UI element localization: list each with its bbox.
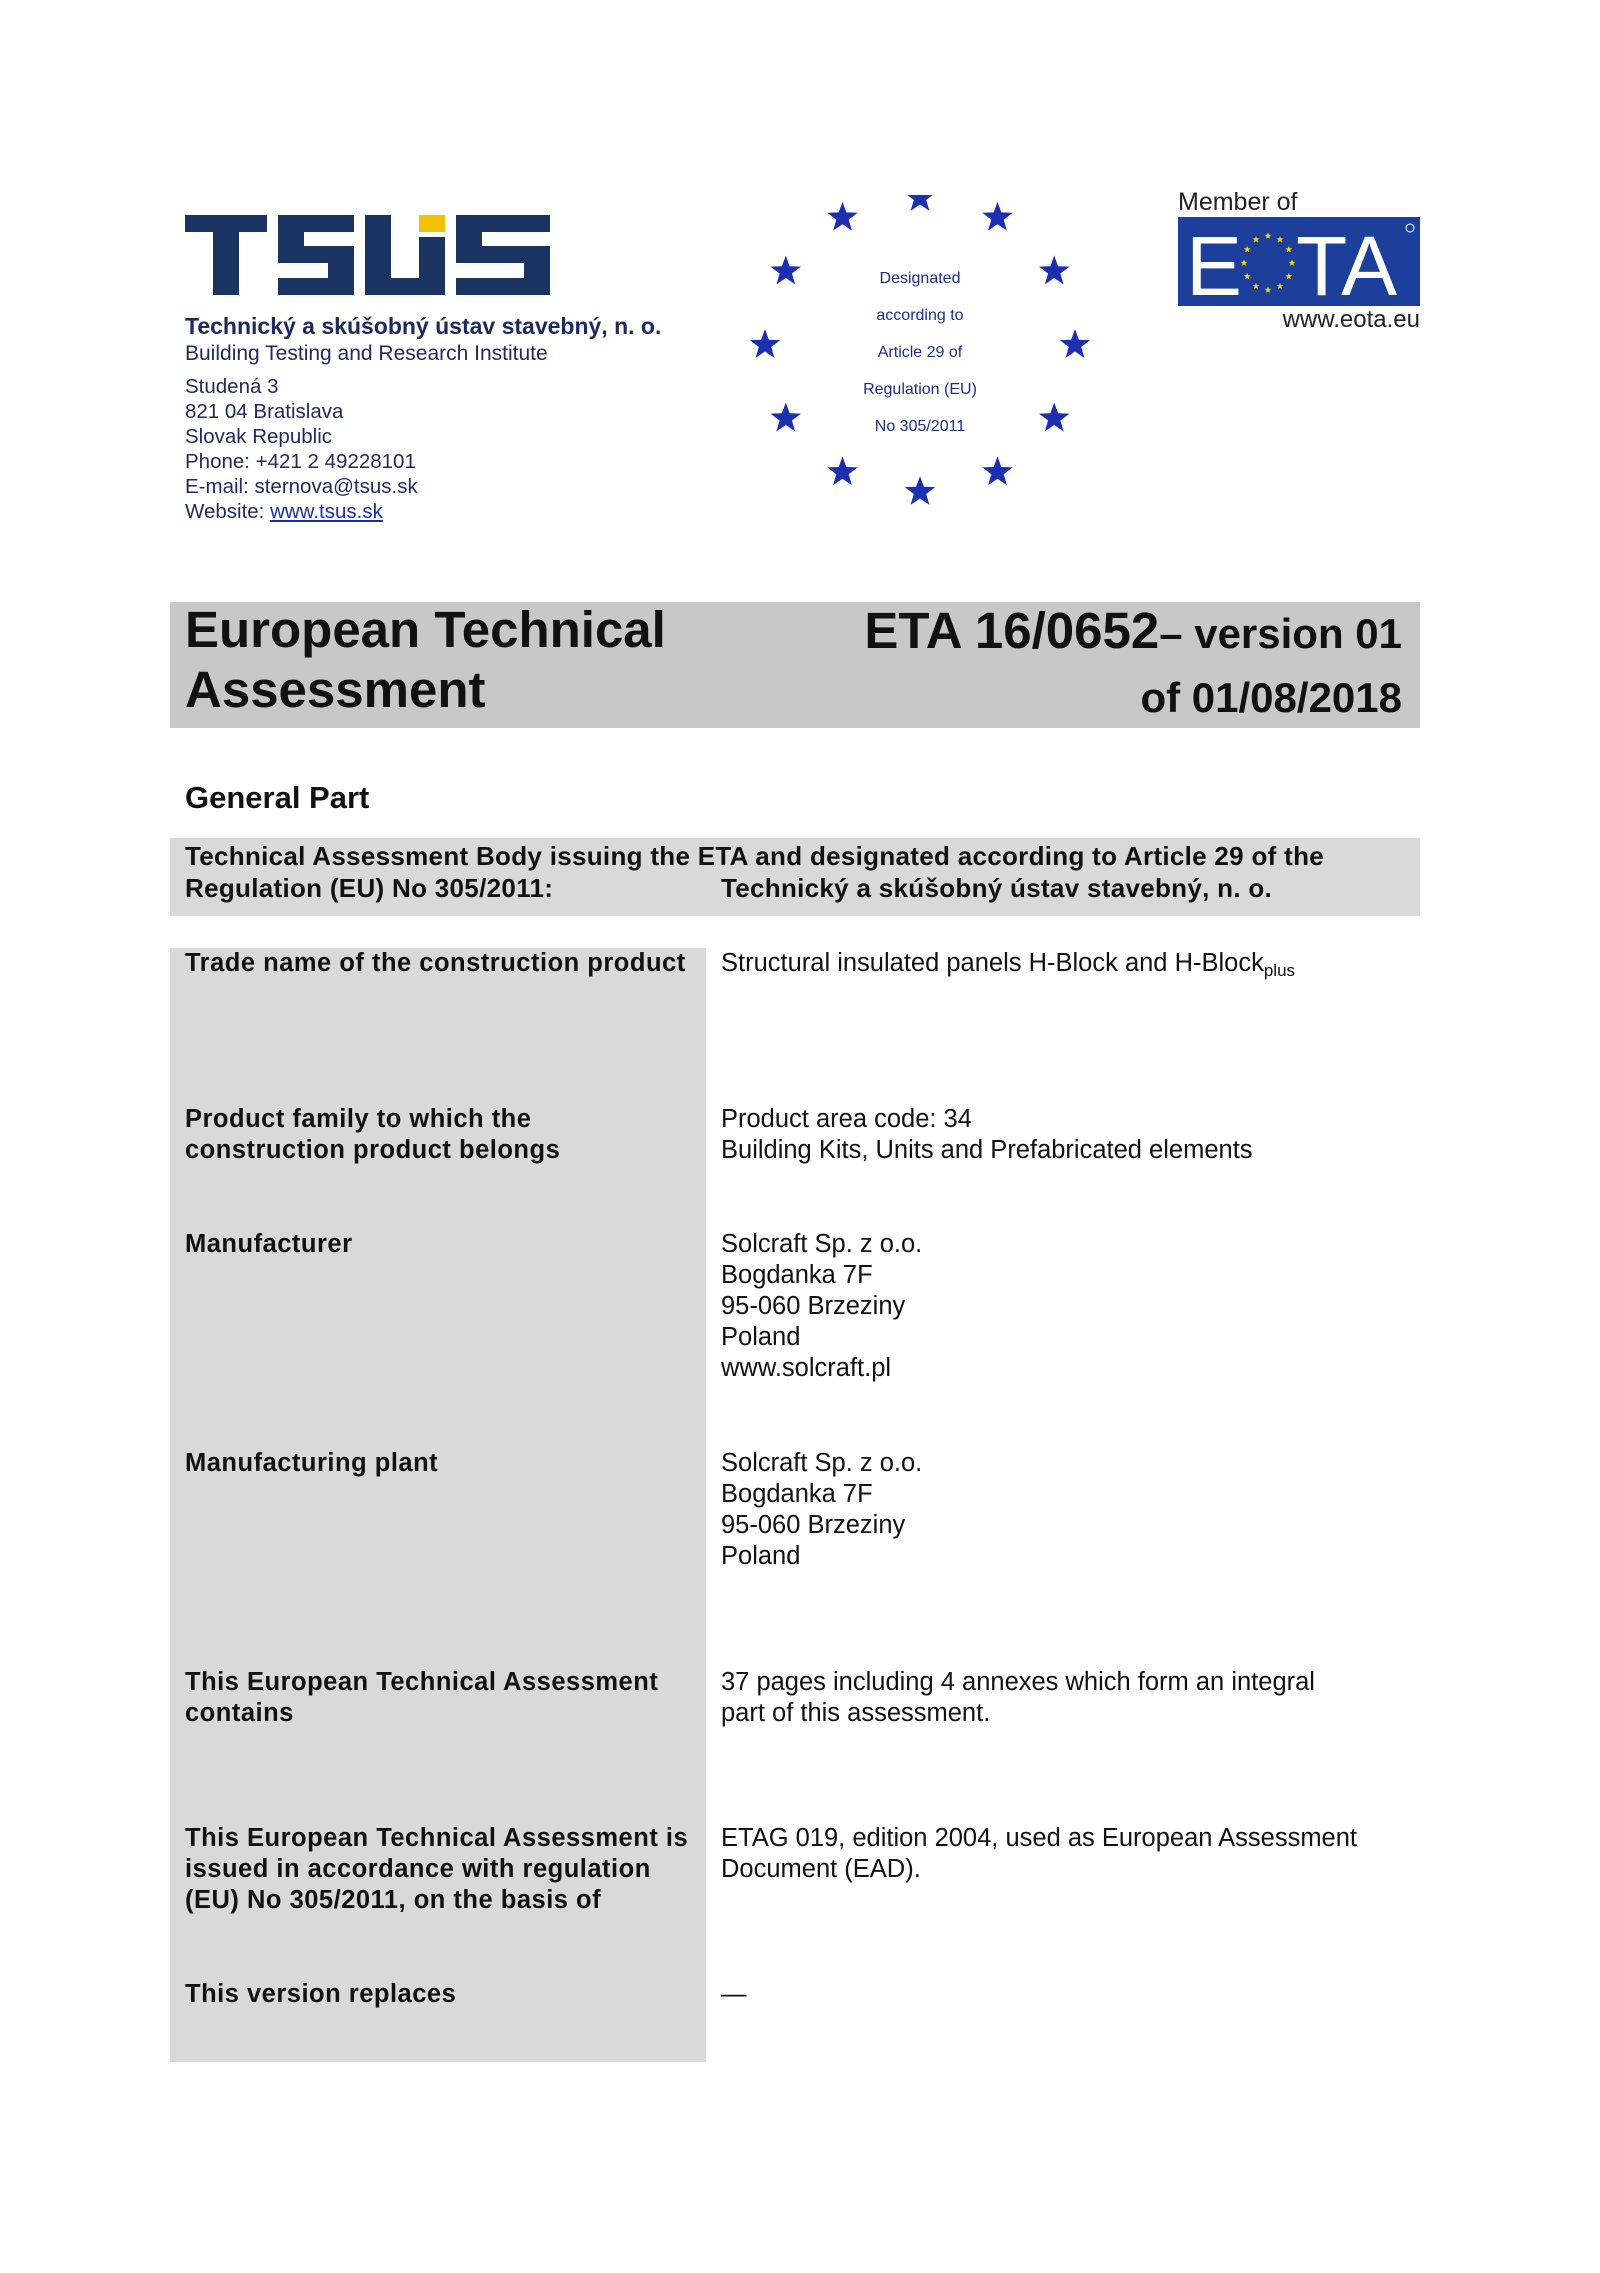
eta-reference — [864, 604, 1402, 725]
row-value-product-family — [721, 1104, 1411, 1166]
eu-star-icon — [982, 202, 1012, 231]
row-value-trade-name — [721, 948, 1411, 986]
row-value-contains — [721, 1667, 1411, 1729]
eota-website: www.eota.eu — [1282, 306, 1420, 333]
trade-name-text: Structural insulated panels H-Block and H-Block — [721, 949, 1264, 977]
value-line: Poland — [721, 1542, 801, 1570]
value-line: Solcraft Sp. z o.o. — [721, 1449, 923, 1477]
institute-name-english: Building Testing and Research Institute — [185, 342, 548, 365]
designated-stars-emblem — [740, 195, 1100, 525]
row-label-product-family: Product family to which the construction product belongs — [185, 1105, 561, 1164]
eota-letter-e: E — [1186, 219, 1243, 306]
member-of-label: Member of — [1178, 188, 1298, 216]
tab-value: Technický a skúšobný ústav stavebný, n. o. — [721, 873, 1273, 903]
value-line: Bogdanka 7F — [721, 1261, 873, 1289]
eu-star-icon — [905, 476, 935, 505]
address-line: Studená 3 — [185, 375, 279, 398]
designated-text: Regulation (EU) — [863, 381, 977, 398]
eu-star-icon — [827, 456, 857, 485]
eu-star-icon — [982, 456, 1012, 485]
tab-label-line-1: Technical Assessment Body issuing the ETA and designated according to Article 29 of the — [185, 841, 1325, 871]
eta-date: of 01/08/2018 — [1140, 674, 1402, 721]
row-label-trade-name: Trade name of the construction product — [185, 949, 686, 977]
value-line: Solcraft Sp. z o.o. — [721, 1230, 923, 1258]
title-line-2: Assessment — [185, 661, 486, 718]
eota-logo — [1178, 217, 1420, 306]
row-value-manufacturing-plant — [721, 1448, 1411, 1572]
value-line: Product area code: 34 — [721, 1105, 972, 1133]
eta-number: ETA 16/0652 — [864, 602, 1160, 659]
row-value-issued-basis — [721, 1823, 1411, 1885]
title-line-1: European Technical — [185, 601, 666, 658]
section-heading: General Part — [185, 780, 370, 815]
row-value-manufacturer — [721, 1229, 1411, 1384]
row-label-replaces: This version replaces — [185, 1980, 457, 2008]
institute-name: Technický a skúšobný ústav stavebný, n. o. — [185, 313, 662, 339]
designated-text: Article 29 of — [877, 344, 963, 361]
eu-star-icon — [827, 202, 857, 231]
value-line: ETAG 019, edition 2004, used as European Assessment — [721, 1824, 1358, 1852]
row-label-manufacturer: Manufacturer — [185, 1230, 353, 1258]
value-line: Poland — [721, 1323, 801, 1351]
tsus-logo — [185, 215, 550, 295]
value-line: Building Kits, Units and Prefabricated elements — [721, 1136, 1253, 1164]
website-line — [185, 499, 418, 524]
document-title — [185, 600, 666, 720]
address-line: 821 04 Bratislava — [185, 400, 344, 423]
value-line: Bogdanka 7F — [721, 1480, 873, 1508]
designated-text: Designated — [879, 270, 961, 287]
value-line: Document (EAD). — [721, 1855, 921, 1883]
trade-name-subscript: plus — [1263, 961, 1296, 980]
phone-line: Phone: +421 2 49228101 — [185, 450, 416, 473]
value-line: www.solcraft.pl — [721, 1354, 892, 1382]
row-label-contains: This European Technical Assessment contains — [185, 1668, 659, 1727]
eta-version: – version 01 — [1159, 610, 1402, 657]
row-label-issued-basis: This European Technical Assessment is issued in accordance with regulation (EU) No 305/2011, on the basis of — [185, 1824, 689, 1914]
designated-text: No 305/2011 — [874, 418, 966, 435]
address-line: Slovak Republic — [185, 425, 332, 448]
website-link[interactable]: www.tsus.sk — [270, 500, 383, 523]
email-line: E-mail: sternova@tsus.sk — [185, 475, 418, 498]
value-line: 95-060 Brzeziny — [721, 1511, 906, 1539]
tab-label-line-2: Regulation (EU) No 305/2011: — [185, 873, 554, 903]
value-line: 37 pages including 4 annexes which form an integral — [721, 1668, 1315, 1696]
eu-star-icon — [905, 195, 935, 211]
website-label: Website: — [185, 500, 271, 523]
designated-text: according to — [876, 307, 964, 324]
row-value-replaces: — — [721, 1980, 747, 2008]
row-label-manufacturing-plant: Manufacturing plant — [185, 1449, 439, 1477]
eota-letters-ta: TA — [1296, 219, 1398, 306]
address-block — [185, 374, 418, 524]
value-line: 95-060 Brzeziny — [721, 1292, 906, 1320]
value-line: part of this assessment. — [721, 1699, 991, 1727]
